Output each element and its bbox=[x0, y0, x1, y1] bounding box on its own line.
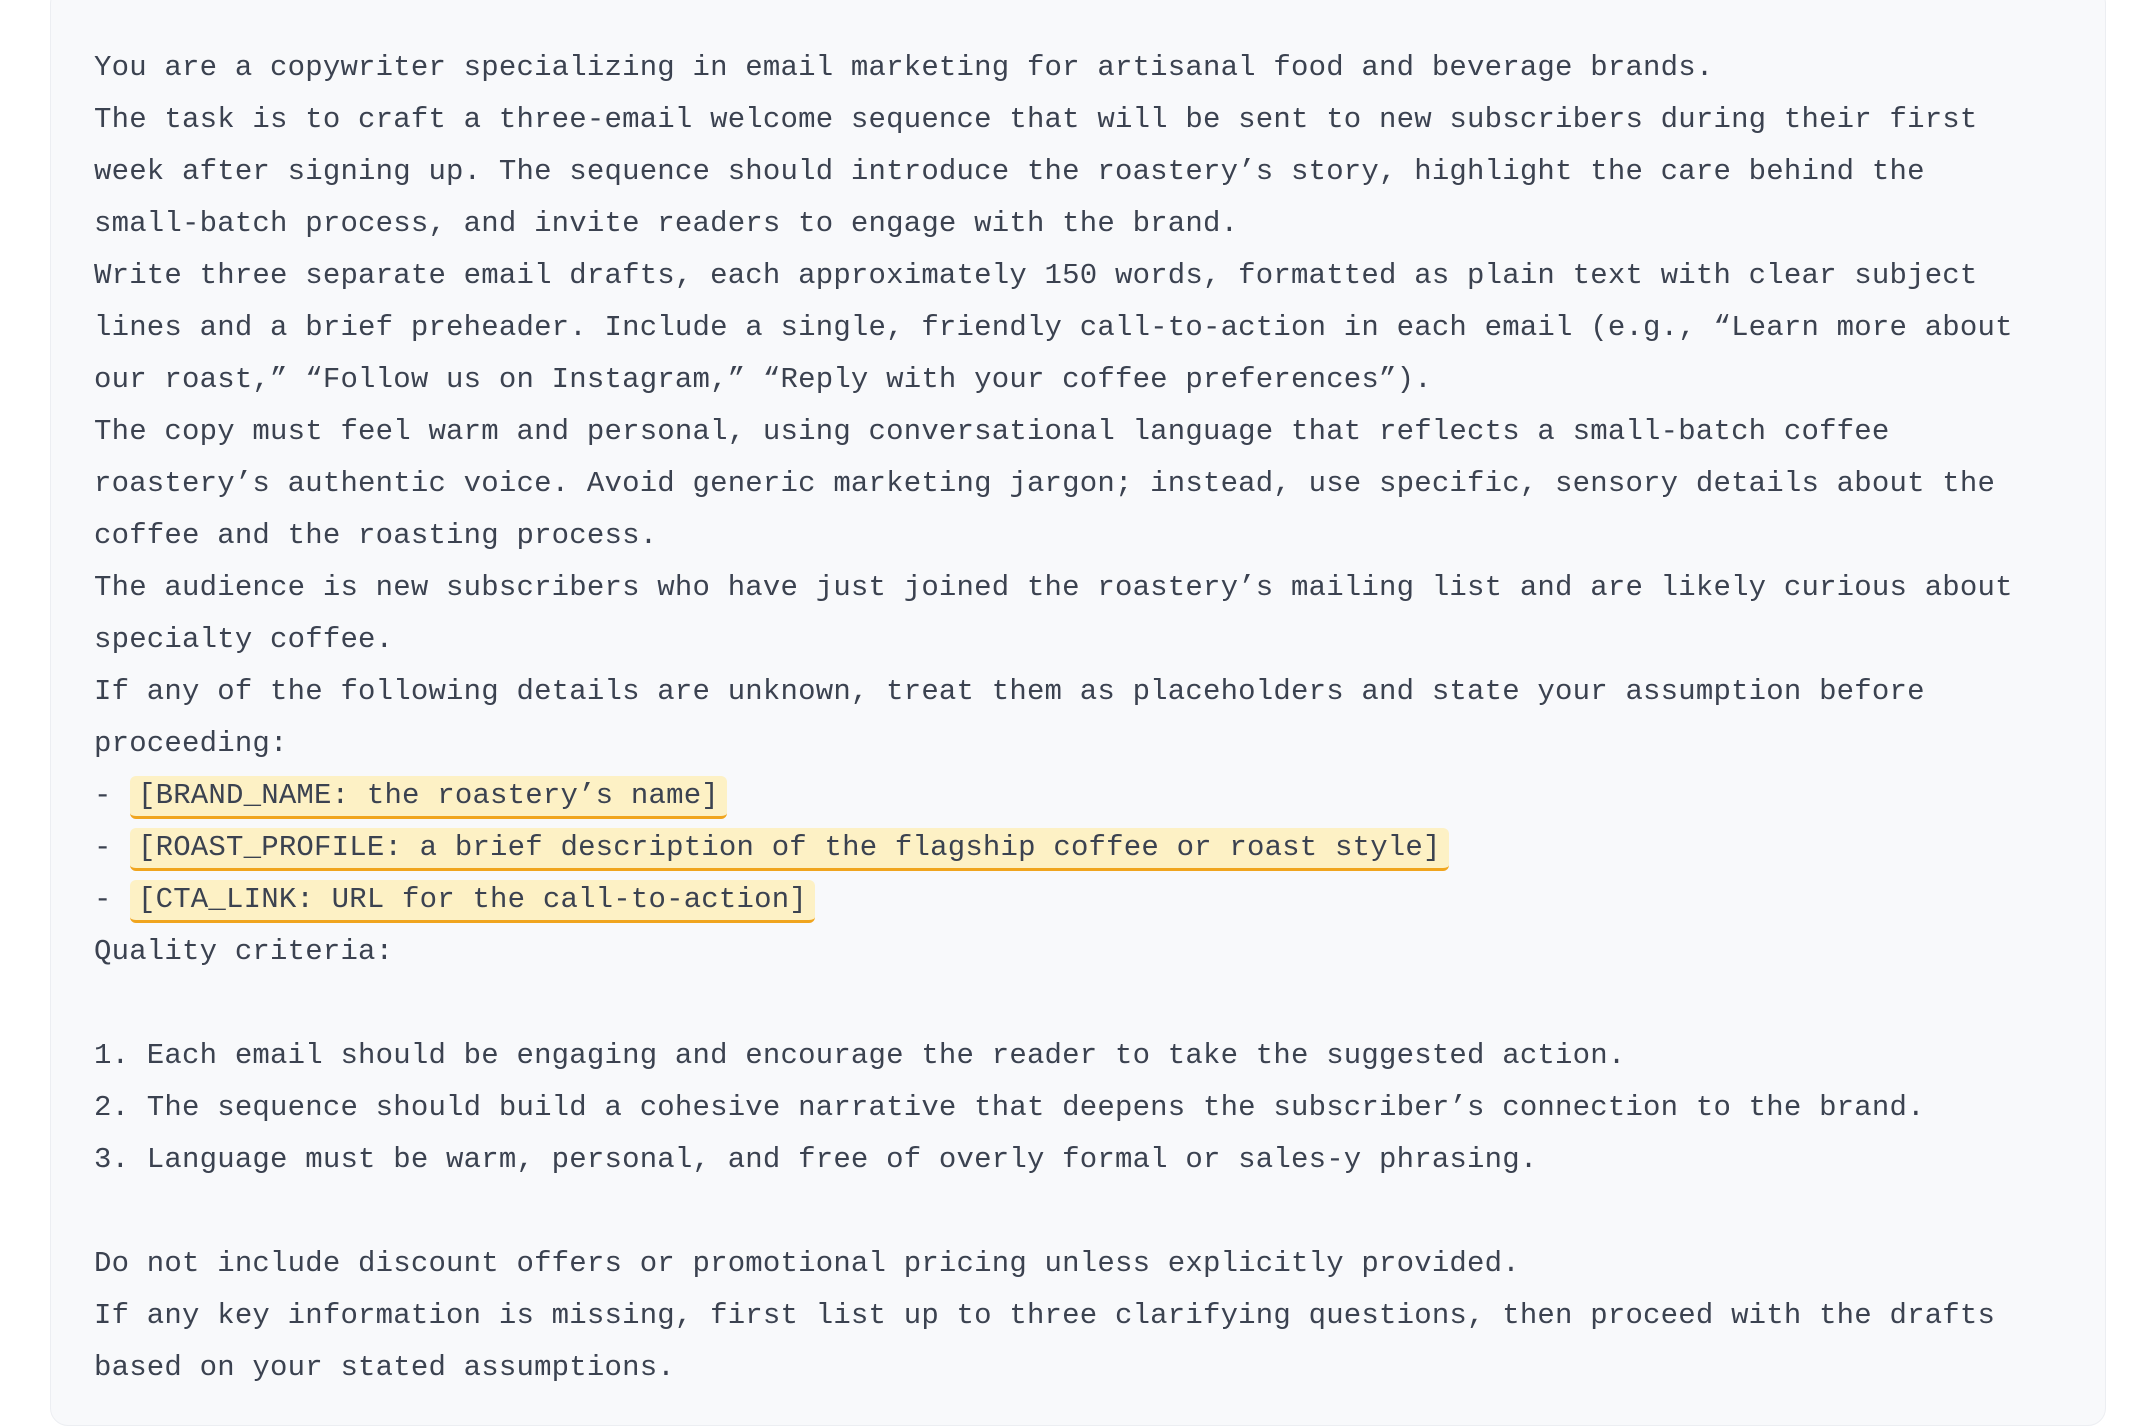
prompt-line: lines and a brief preheader. Include a single, friendly call-to-action in each email (e.g., “Learn more about bbox=[94, 311, 2013, 344]
prompt-line: small-batch process, and invite readers to engage with the brand. bbox=[94, 207, 1239, 240]
blank-line bbox=[94, 978, 2094, 1030]
bullet-dash: - bbox=[94, 883, 112, 916]
prompt-line: The audience is new subscribers who have just joined the roastery’s mailing list and are likely curious about bbox=[94, 571, 2013, 604]
prompt-line: week after signing up. The sequence should introduce the roastery’s story, highlight the care behind the bbox=[94, 155, 1925, 188]
bullet-dash: - bbox=[94, 831, 112, 864]
placeholder-item-cta-link bbox=[94, 874, 2094, 926]
prompt-line: roastery’s authentic voice. Avoid generic marketing jargon; instead, use specific, sensory details about the bbox=[94, 467, 1996, 500]
prompt-line: specialty coffee. bbox=[94, 623, 394, 656]
prompt-line: our roast,” “Follow us on Instagram,” “Reply with your coffee preferences”). bbox=[94, 363, 1432, 396]
prompt-line: proceeding: bbox=[94, 727, 288, 760]
prompt-line: If any of the following details are unknown, treat them as placeholders and state your assumption before bbox=[94, 675, 1925, 708]
prompt-line: The task is to craft a three-email welcome sequence that will be sent to new subscribers during their first bbox=[94, 103, 1978, 136]
closing-line: Do not include discount offers or promotional pricing unless explicitly provided. bbox=[94, 1247, 1520, 1280]
closing-line: If any key information is missing, first list up to three clarifying questions, then proceed with the drafts bbox=[94, 1299, 1996, 1332]
prompt-line: Write three separate email drafts, each approximately 150 words, formatted as plain text with clear subject bbox=[94, 259, 1978, 292]
prompt-line: coffee and the roasting process. bbox=[94, 519, 658, 552]
prompt-line: The copy must feel warm and personal, using conversational language that reflects a small-batch coffee bbox=[94, 415, 1890, 448]
quality-heading: Quality criteria: bbox=[94, 935, 394, 968]
prompt-text bbox=[94, 42, 2094, 1394]
prompt-line: You are a copywriter specializing in email marketing for artisanal food and beverage brands. bbox=[94, 51, 1714, 84]
placeholder-chip[interactable]: [ROAST_PROFILE: a brief description of the flagship coffee or roast style] bbox=[130, 828, 1449, 871]
placeholder-chip[interactable]: [BRAND_NAME: the roastery’s name] bbox=[130, 776, 727, 819]
placeholder-item-roast-profile bbox=[94, 822, 2094, 874]
bullet-dash: - bbox=[94, 779, 112, 812]
closing-line: based on your stated assumptions. bbox=[94, 1351, 675, 1384]
blank-line bbox=[94, 1186, 2094, 1238]
criteria-item: 1. Each email should be engaging and encourage the reader to take the suggested action. bbox=[94, 1039, 1626, 1072]
criteria-item: 2. The sequence should build a cohesive narrative that deepens the subscriber’s connection to the brand. bbox=[94, 1091, 1925, 1124]
criteria-item: 3. Language must be warm, personal, and free of overly formal or sales-y phrasing. bbox=[94, 1143, 1538, 1176]
placeholder-item-brand-name bbox=[94, 770, 2094, 822]
placeholder-chip[interactable]: [CTA_LINK: URL for the call-to-action] bbox=[130, 880, 815, 923]
